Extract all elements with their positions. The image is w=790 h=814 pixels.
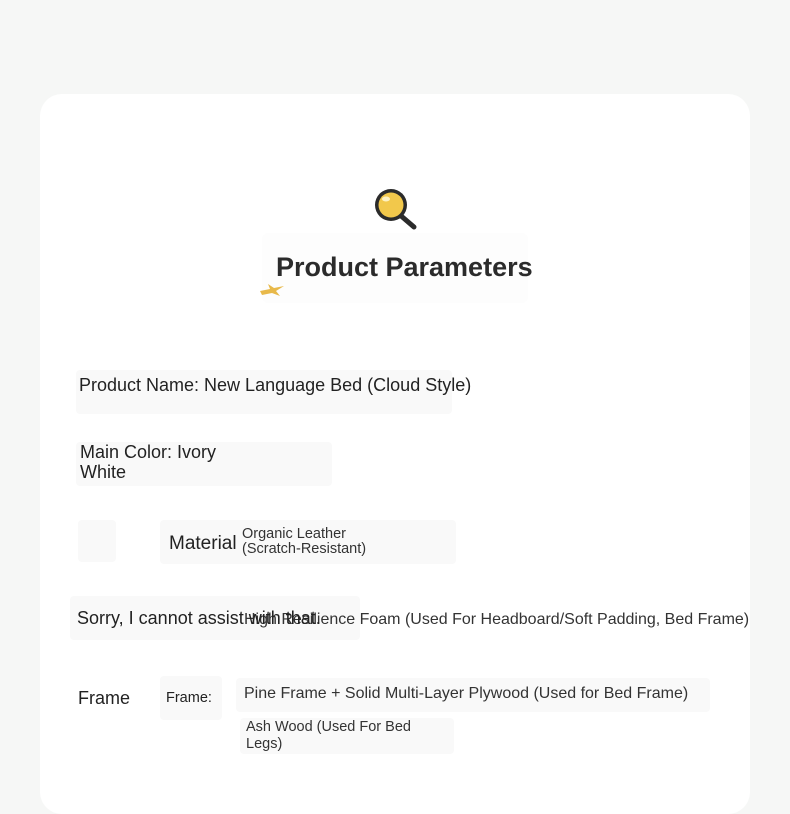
main-color-text-line1: Main Color: Ivory (80, 442, 217, 462)
page-title: Product Parameters (276, 252, 533, 282)
frame-label: Frame (78, 688, 131, 708)
material-label: Material (169, 533, 237, 554)
material-value-line1: Organic Leather (242, 526, 346, 542)
main-color-text-line2: White (80, 462, 127, 482)
frame-value-2-line1: Ash Wood (Used For Bed (246, 719, 411, 735)
sparkle-icon (258, 282, 286, 298)
frame-value-2-line2: Legs) (246, 736, 283, 752)
material-marker-backdrop (78, 520, 116, 562)
magnifier-icon (370, 185, 418, 231)
product-name-text: Product Name: New Language Bed (Cloud Style) (79, 375, 472, 395)
frame-value-1: Pine Frame + Solid Multi-Layer Plywood (Used for Bed Frame) (244, 685, 689, 702)
frame-sublabel: Frame: (166, 690, 212, 706)
sorry-text: Sorry, I cannot assist with that. (77, 608, 321, 628)
foam-value-text: High Resilience Foam (Used For Headboard/Soft Padding, Bed Frame) (244, 611, 750, 628)
material-value-line2: (Scratch-Resistant) (242, 541, 367, 557)
